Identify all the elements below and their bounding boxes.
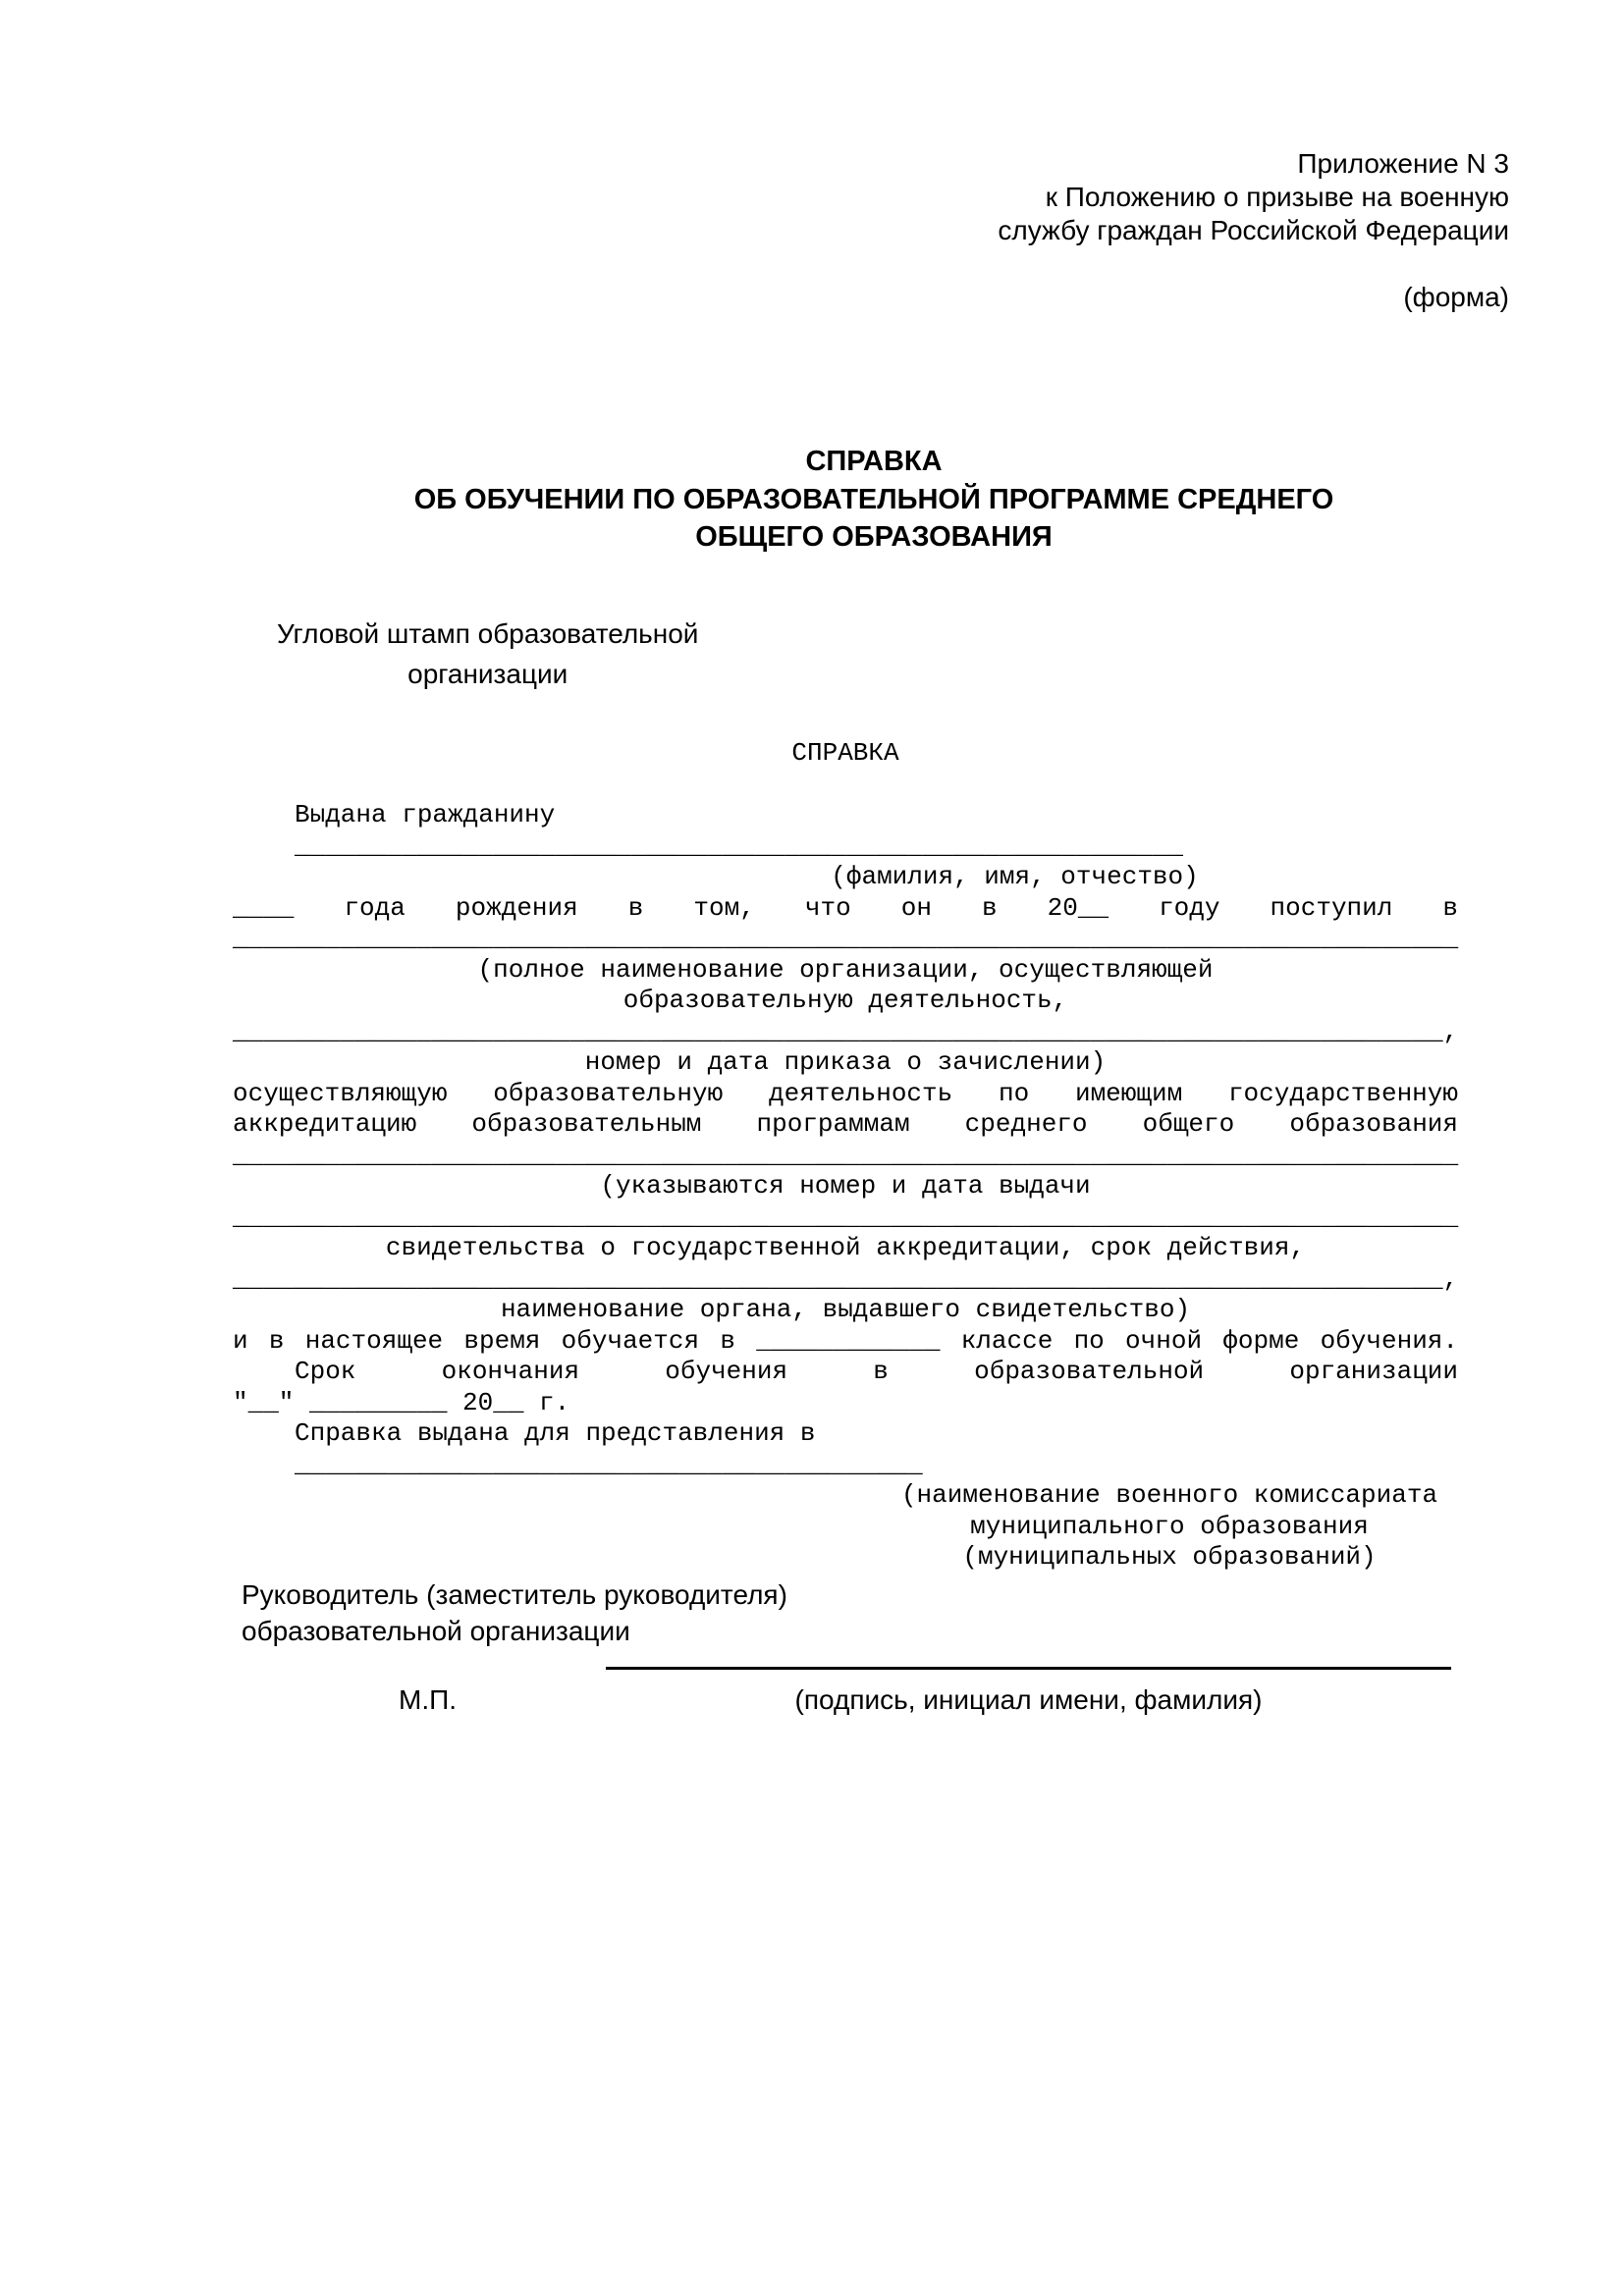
caption-commissariat-3: (муниципальных образований) <box>962 1542 1377 1572</box>
caption-enrollment-order: номер и дата приказа о зачислении) <box>584 1047 1107 1077</box>
signature-rule <box>606 1667 1451 1670</box>
signature-caption: (подпись, инициал имени, фамилия) <box>794 1684 1263 1715</box>
caption-organization-name-2: образовательную деятельность, <box>622 986 1068 1015</box>
document-title <box>258 443 1489 557</box>
line-birth-year-enrolled: ____ года рождения в том, что он в 20__ году поступил в <box>233 892 1458 923</box>
corner-stamp-line: Угловой штамп образовательной <box>277 618 699 649</box>
form-note: (форма) <box>1403 282 1509 312</box>
blank-line <box>233 770 1458 801</box>
line-issued-to-citizen: Выдана гражданину __________________________________________________________ <box>295 800 1183 861</box>
line-accreditation-1: осуществляющую образовательную деятельность по имеющим государственную <box>233 1078 1458 1108</box>
caption-organization-name-1: (полное наименование организации, осуществляющей <box>477 954 1214 985</box>
corner-stamp-note <box>277 614 698 694</box>
document-title-line: ОБ ОБУЧЕНИИ ПО ОБРАЗОВАТЕЛЬНОЙ ПРОГРАММЕ СРЕДНЕГО <box>413 483 1334 515</box>
document-title-line: СПРАВКА <box>805 446 943 477</box>
caption-certificate-issue-1: (указываются номер и дата выдачи <box>600 1171 1091 1201</box>
blank-field-line: _______________________________________________________________________________, <box>233 1263 1459 1294</box>
signatory-role <box>242 1576 787 1649</box>
line-accreditation-2: аккредитацию образовательным программам среднего общего образования <box>233 1109 1458 1139</box>
annex-reference-block <box>998 147 1509 314</box>
annex-line: Приложение N 3 <box>1297 148 1509 179</box>
document-title-line: ОБЩЕГО ОБРАЗОВАНИЯ <box>695 521 1053 553</box>
blank-field-line: ________________________________________________________________________________ <box>233 1201 1459 1232</box>
blank-field-line: ________________________________________________________________________________ <box>233 924 1459 953</box>
body-heading: СПРАВКА <box>791 738 899 768</box>
line-graduation-term: Срок окончания обучения в образовательной организации <box>295 1357 1458 1386</box>
line-current-grade: и в настоящее время обучается в ____________ классе по очной форме обучения. <box>233 1325 1458 1356</box>
caption-commissariat-2: муниципального образования <box>970 1511 1369 1541</box>
seal-mark: М.П. <box>399 1684 458 1715</box>
annex-line: к Положению о призыве на военную <box>1045 182 1509 212</box>
caption-full-name: (фамилия, имя, отчество) <box>831 862 1199 891</box>
annex-line: службу граждан Российской Федерации <box>998 215 1509 245</box>
caption-issuing-authority: наименование органа, выдавшего свидетельство) <box>500 1295 1191 1324</box>
line-issued-for-presentation: Справка выдана для представления в _________________________________________ <box>295 1418 923 1479</box>
line-graduation-date: "__" _________ 20__ г. <box>233 1387 570 1417</box>
caption-certificate-issue-2: свидетельства о государственной аккредитации, срок действия, <box>385 1233 1306 1262</box>
certificate-body <box>233 738 1458 1574</box>
signatory-role-line: образовательной организации <box>242 1616 630 1646</box>
caption-commissariat-1: (наименование военного комиссариата <box>900 1480 1438 1510</box>
signatory-role-line: Руководитель (заместитель руководителя) <box>242 1579 787 1610</box>
blank-field-line: ________________________________________________________________________________ <box>233 1140 1459 1170</box>
corner-stamp-line: организации <box>407 659 568 689</box>
blank-field-line: _______________________________________________________________________________, <box>233 1016 1459 1046</box>
